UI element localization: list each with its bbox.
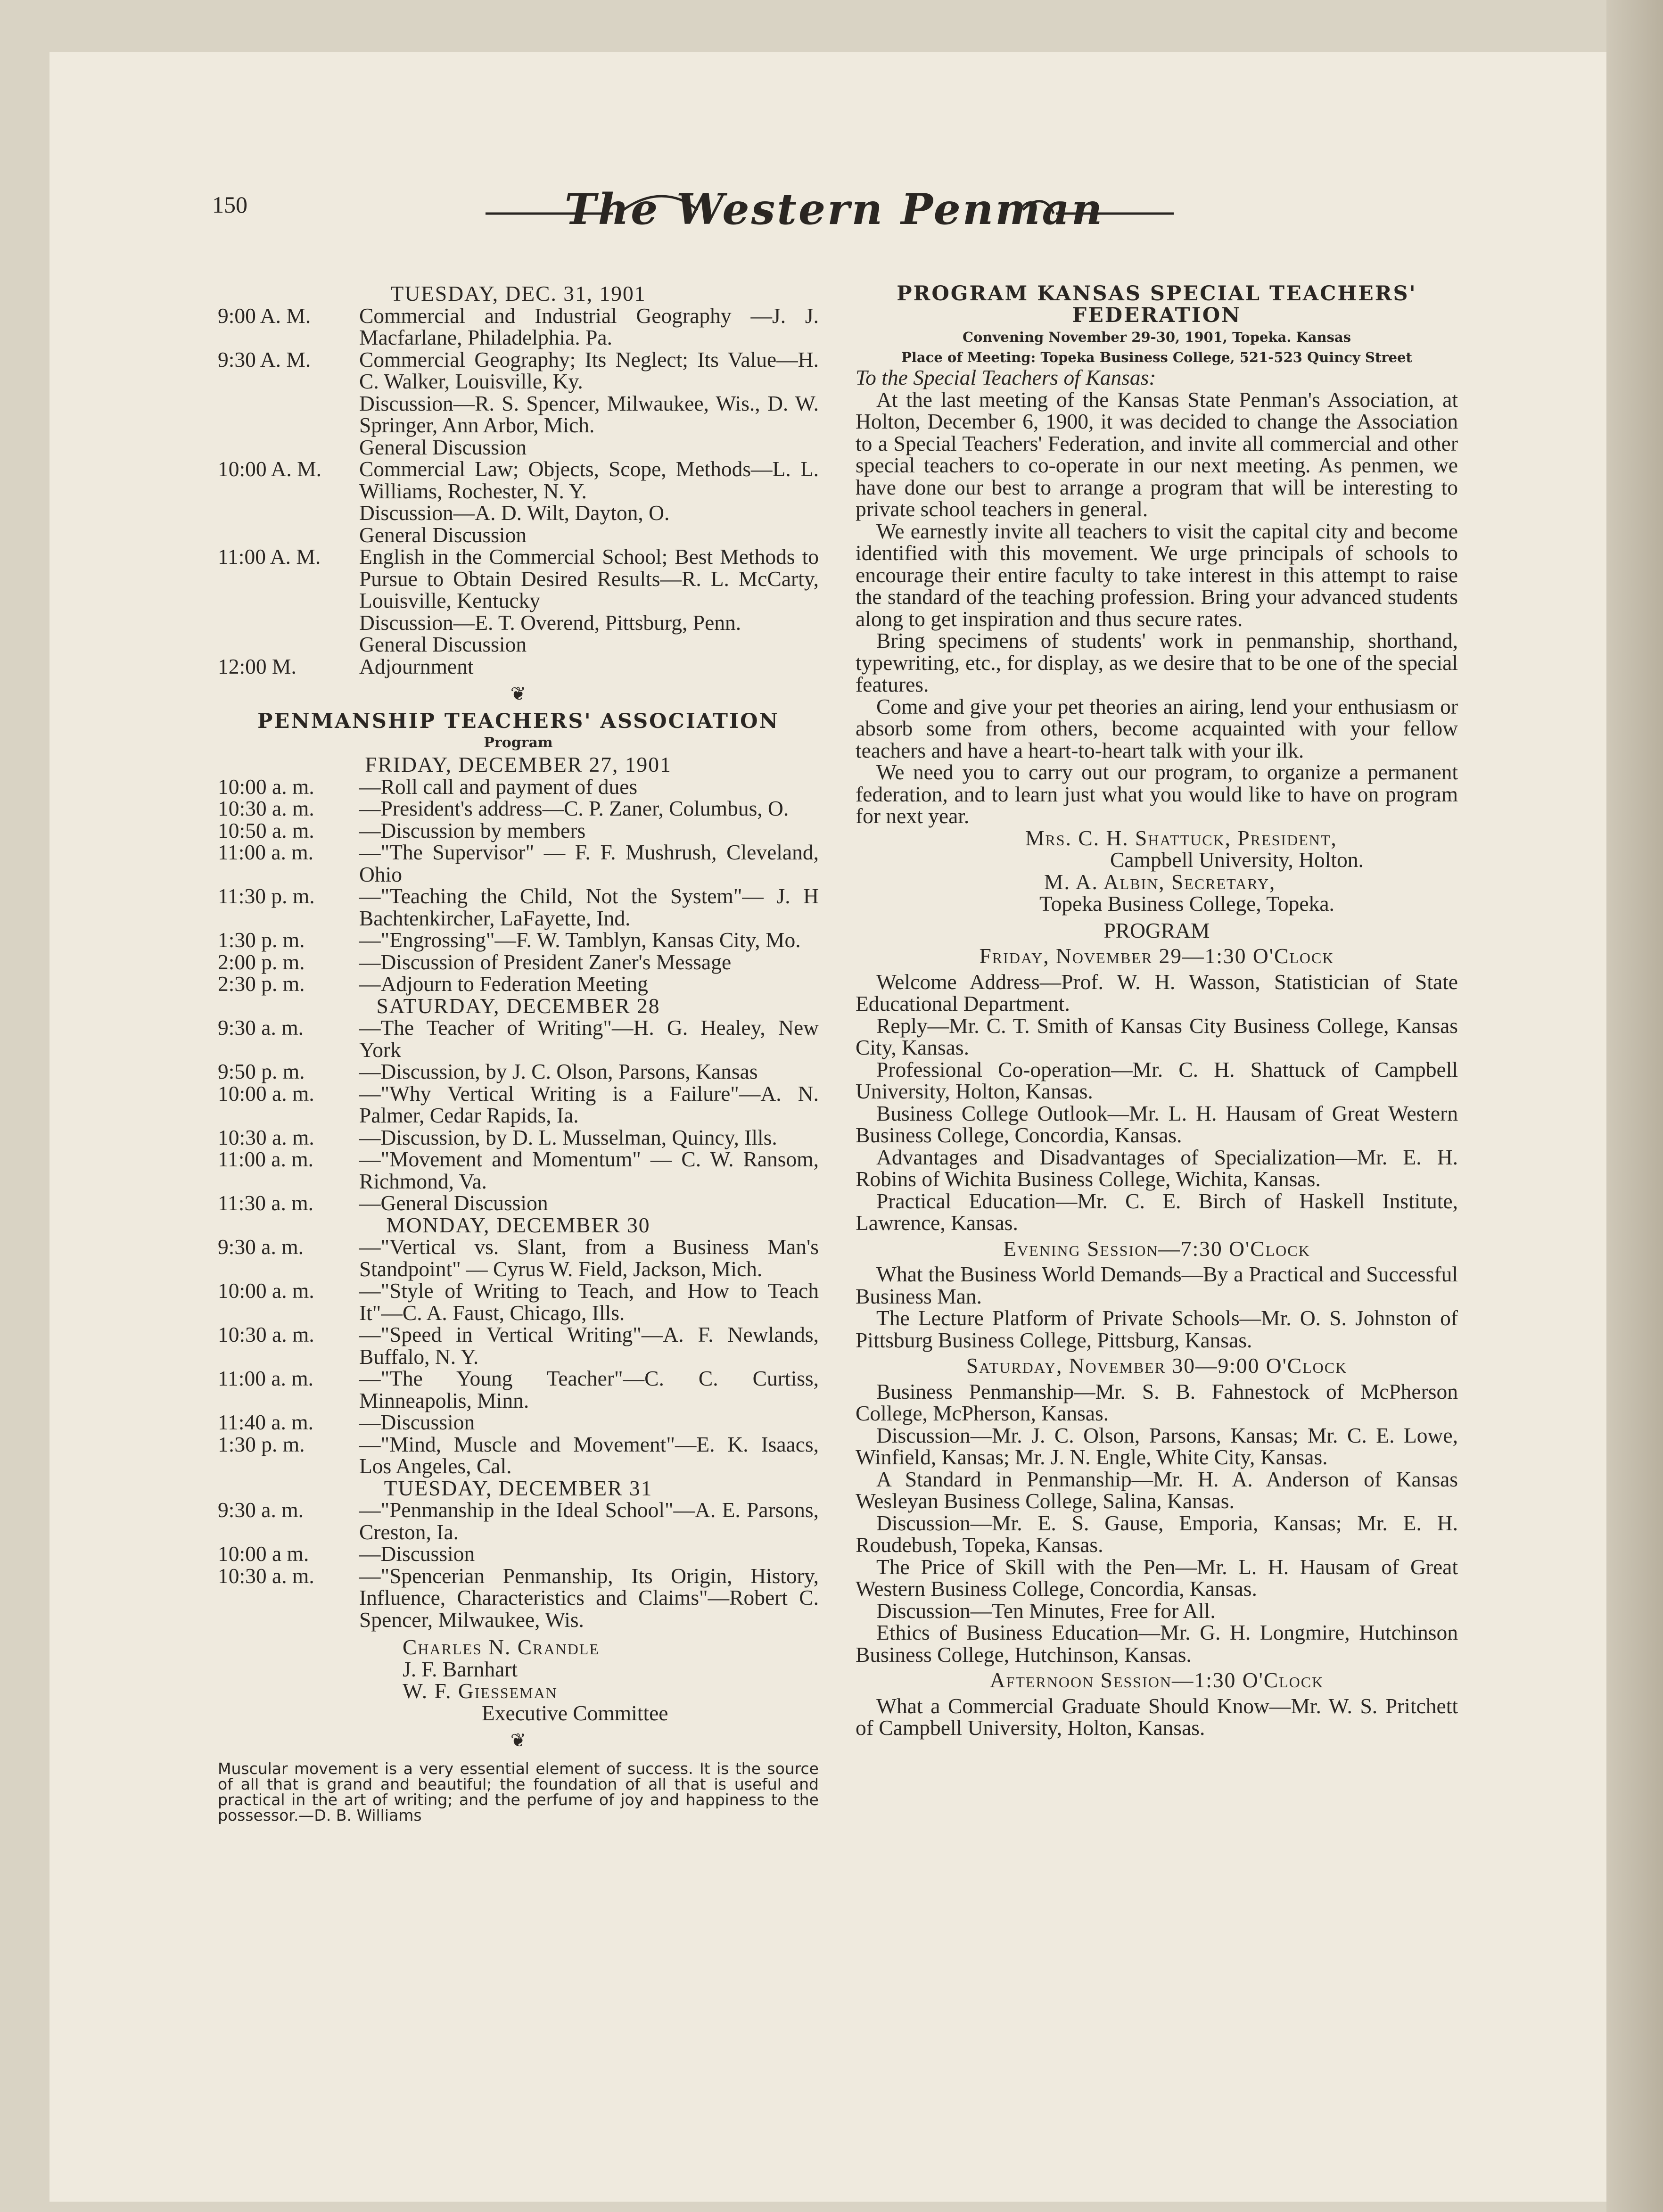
program-item [218, 1434, 819, 1477]
letter-body [856, 389, 1458, 827]
program-time: 11:30 p. m. [218, 884, 315, 908]
program-time: 10:30 a. m. [218, 1125, 314, 1149]
program-time: 9:00 A. M. [218, 303, 311, 328]
letter-paragraph: Bring specimens of students' work in penmanship, shorthand, typewriting, etc., for display, as we desire that to be one of the special features. [856, 628, 1458, 696]
program-text: English in the Commercial School; Best Methods to Pursue to Obtain Desired Results—R. L. McCarty, Louisville, Kentucky [359, 545, 819, 612]
signature-name: Mrs. C. H. Shattuck, President, [1025, 825, 1337, 850]
program-text: Adjournment [359, 654, 474, 678]
session-item: Professional Co-operation—Mr. C. H. Shattuck of Campbell University, Holton, Kansas. [856, 1057, 1458, 1103]
program-item [218, 437, 819, 459]
session-item: Discussion—Ten Minutes, Free for All. [876, 1598, 1216, 1623]
program-text: —"Mind, Muscle and Movement"—E. K. Isaacs, Los Angeles, Cal. [359, 1432, 819, 1478]
program-text: —Discussion of President Zaner's Message [359, 949, 732, 974]
program-item [218, 1411, 819, 1434]
program-time: 10:30 a. m. [218, 1563, 314, 1588]
program-text: Discussion—E. T. Overend, Pittsburg, Penn. [359, 610, 741, 635]
program-item [218, 1280, 819, 1324]
signature-org: Campbell University, Holton. [1110, 848, 1364, 872]
program-time: 1:30 p. m. [218, 1432, 305, 1456]
session-heading: Afternoon Session—1:30 O'Clock [989, 1668, 1324, 1692]
program-item [218, 820, 819, 842]
program-item [218, 1127, 819, 1149]
program-item [218, 458, 819, 502]
meeting-place: Place of Meeting: Topeka Business College, 521-523 Quincy Street [901, 349, 1412, 365]
program-list [218, 1017, 819, 1214]
program-list [218, 1499, 819, 1631]
program-item [218, 524, 819, 546]
program-time: 11:00 a. m. [218, 1366, 314, 1390]
program-item [218, 634, 819, 656]
program-item [218, 951, 819, 974]
committee-member: W. F. Giesseman [403, 1679, 558, 1703]
program-time: 10:30 a. m. [218, 796, 314, 820]
program-text: Discussion—A. D. Wilt, Dayton, O. [359, 501, 670, 525]
program-time [218, 524, 359, 546]
session-item: Discussion—Mr. J. C. Olson, Parsons, Kansas; Mr. C. E. Lowe, Winfield, Kansas; Mr. J. N. Engle, White City, Kansas. [856, 1423, 1458, 1469]
session-item: The Lecture Platform of Private Schools—Mr. O. S. Johnston of Pittsburg Business College, Pittsburg, Kansas. [856, 1306, 1458, 1352]
program-text: Commercial and Industrial Geography —J. J. Macfarlane, Philadelphia. Pa. [359, 303, 819, 349]
section-heading: TUESDAY, DECEMBER 31 [384, 1476, 653, 1500]
program-time: 10:00 a. m. [218, 774, 314, 799]
program-list [218, 305, 819, 678]
program-item [218, 1236, 819, 1280]
program-time: 9:30 a. m. [218, 1015, 304, 1040]
program-text: —The Teacher of Writing"—H. G. Healey, New York [359, 1015, 819, 1062]
program-text: —"Engrossing"—F. W. Tamblyn, Kansas City, Mo. [359, 928, 801, 952]
program-text: —"The Supervisor" — F. F. Mushrush, Cleveland, Ohio [359, 840, 819, 886]
program-text: —Discussion [359, 1542, 475, 1566]
program-text: Commercial Geography; Its Neglect; Its Value—H. C. Walker, Louisville, Ky. [359, 347, 819, 393]
session-heading: Saturday, November 30—9:00 O'Clock [966, 1354, 1348, 1378]
program-text: General Discussion [359, 632, 527, 656]
program-item [218, 1148, 819, 1192]
program-time: 10:00 a. m. [218, 1279, 314, 1303]
program-time: 12:00 M. [218, 654, 296, 678]
program-time: 10:00 a m. [218, 1542, 309, 1566]
program-time: 9:50 p. m. [218, 1059, 305, 1083]
program-item [218, 1061, 819, 1083]
session-item: What the Business World Demands—By a Practical and Successful Business Man. [856, 1262, 1458, 1308]
program-text: —Discussion, by J. C. Olson, Parsons, Kansas [359, 1059, 758, 1083]
session-heading: Friday, November 29—1:30 O'Clock [979, 944, 1334, 968]
program-text: —"Speed in Vertical Writing"—A. F. Newlands, Buffalo, N. Y. [359, 1322, 819, 1369]
program-time [218, 634, 359, 656]
svg-text:The Western Penman: The Western Penman [564, 184, 1104, 234]
committee-member: Charles N. Crandle [403, 1635, 600, 1659]
program-item [218, 929, 819, 951]
program-item [218, 502, 819, 524]
section-heading: FRIDAY, DECEMBER 27, 1901 [365, 752, 672, 776]
program-time: 10:00 a. m. [218, 1081, 314, 1106]
program-text: —"Style of Writing to Teach, and How to Teach It"—C. A. Faust, Chicago, Ills. [359, 1279, 819, 1325]
salutation: To the Special Teachers of Kansas: [856, 365, 1156, 389]
program-text: Commercial Law; Objects, Scope, Methods—L. L. Williams, Rochester, N. Y. [359, 457, 819, 503]
program-item [218, 546, 819, 612]
page-number: 150 [212, 191, 247, 218]
program-item [218, 1324, 819, 1368]
closing-quote: Muscular movement is a very essential element of success. It is the source of all that is grand and beautiful; the foundation of all that is useful and practical in the art of writing; and the perfume of joy and happiness to the possessor.—D. B. Williams [218, 1759, 819, 1824]
signature-org: Topeka Business College, Topeka. [1039, 891, 1334, 916]
session-item: The Price of Skill with the Pen—Mr. L. H. Hausam of Great Western Business College, Concordia, Kansas. [856, 1554, 1458, 1601]
association-subtitle: Program [484, 735, 553, 751]
program-heading: PROGRAM [1103, 918, 1210, 942]
program-text: —General Discussion [359, 1191, 548, 1215]
program-text: —President's address—C. P. Zaner, Columbus, O. [359, 796, 789, 820]
session-item: Reply—Mr. C. T. Smith of Kansas City Business College, Kansas City, Kansas. [856, 1013, 1458, 1059]
fleuron-icon: ❦ [510, 683, 527, 704]
session-item: Practical Education—Mr. C. E. Birch of Haskell Institute, Lawrence, Kansas. [856, 1189, 1458, 1235]
session-item: Advantages and Disadvantages of Specialization—Mr. E. H. Robins of Wichita Business College, Wichita, Kansas. [856, 1145, 1458, 1191]
program-text: —Discussion [359, 1410, 475, 1434]
program-item [218, 885, 819, 929]
session-item: Welcome Address—Prof. W. H. Wasson, Statistician of State Educational Department. [856, 969, 1458, 1015]
masthead-logo [476, 182, 1183, 243]
session-item: Business College Outlook—Mr. L. H. Hausam of Great Western Business College, Concordia, Kansas. [856, 1101, 1458, 1147]
federation-title: PROGRAM KANSAS SPECIAL TEACHERS' FEDERATION [897, 282, 1417, 327]
program-text: —Discussion by members [359, 818, 586, 842]
program-time: 11:30 a. m. [218, 1191, 314, 1215]
convening-line: Convening November 29-30, 1901, Topeka. Kansas [962, 329, 1351, 345]
program-time: 1:30 p. m. [218, 928, 305, 952]
right-column [856, 283, 1458, 1739]
letter-paragraph: We need you to carry out our program, to organize a permanent federation, and to learn just what you would like to have on program for next year. [856, 760, 1458, 828]
program-text: —"Penmanship in the Ideal School"—A. E. Parsons, Creston, Ia. [359, 1498, 819, 1544]
program-list [218, 776, 819, 995]
left-column [218, 283, 819, 1823]
program-item [218, 1083, 819, 1127]
section-heading: MONDAY, DECEMBER 30 [386, 1213, 650, 1237]
committee-member: J. F. Barnhart [403, 1657, 518, 1681]
program-time: 9:30 a. m. [218, 1498, 304, 1522]
section-heading: TUESDAY, DEC. 31, 1901 [390, 281, 646, 305]
session-list [856, 945, 1458, 1739]
signature-name: M. A. Albin, Secretary, [1044, 869, 1276, 894]
program-time: 9:30 a. m. [218, 1235, 304, 1259]
committee-title: Executive Committee [482, 1700, 668, 1725]
program-item [218, 1368, 819, 1411]
program-time: 11:40 a. m. [218, 1410, 314, 1434]
program-time: 9:30 A. M. [218, 347, 311, 371]
letter-paragraph: We earnestly invite all teachers to visit the capital city and become identified with this movement. We urge principals of schools to encourage their entire faculty to take interest in this attempt to raise the standard of the teaching profession. Bring your advanced students along to get inspiration and thus secure rates. [856, 519, 1458, 631]
page-edge [1606, 0, 1663, 2212]
fleuron-icon: ❦ [510, 1730, 527, 1751]
session-item: What a Commercial Graduate Should Know—Mr. W. S. Pritchett of Campbell University, Holton, Kansas. [856, 1693, 1458, 1740]
program-time [218, 393, 359, 437]
program-item [218, 1543, 819, 1565]
program-time: 10:00 A. M. [218, 457, 321, 481]
program-text: —Adjourn to Federation Meeting [359, 972, 648, 996]
program-item [218, 973, 819, 995]
program-time: 11:00 a. m. [218, 840, 314, 864]
program-text: —"Why Vertical Writing is a Failure"—A. N. Palmer, Cedar Rapids, Ia. [359, 1081, 819, 1127]
program-item [218, 798, 819, 820]
program-item [218, 1017, 819, 1061]
session-item: Business Penmanship—Mr. S. B. Fahnestock of McPherson College, McPherson, Kansas. [856, 1379, 1458, 1425]
program-time: 10:30 a. m. [218, 1322, 314, 1346]
program-time [218, 612, 359, 634]
program-item [218, 842, 819, 885]
session-item: A Standard in Penmanship—Mr. H. A. Anderson of Kansas Wesleyan Business College, Salina, Kansas. [856, 1467, 1458, 1513]
program-text: Discussion—R. S. Spencer, Milwaukee, Wis., D. W. Springer, Ann Arbor, Mich. [359, 391, 819, 437]
section-heading: SATURDAY, DECEMBER 28 [376, 993, 660, 1018]
letter-paragraph: At the last meeting of the Kansas State Penman's Association, at Holton, December 6, 1900, it was decided to change the Association to a Special Teachers' Federation, and invite all commercial and other special teachers to co-operate in our next meeting. As penmen, we have done our best to arrange a program that will be interesting to private school teachers in general. [856, 387, 1458, 521]
program-time [218, 502, 359, 524]
session-item: Discussion—Mr. E. S. Gause, Emporia, Kansas; Mr. E. H. Roudebush, Topeka, Kansas. [856, 1510, 1458, 1557]
program-item [218, 393, 819, 437]
letter-paragraph: Come and give your pet theories an airing, lend your enthusiasm or absorb some from others, become acquainted with your fellow teachers and have a heart-to-heart talk with your ilk. [856, 694, 1458, 762]
program-text: —Discussion, by D. L. Musselman, Quincy, Ills. [359, 1125, 777, 1149]
program-time: 2:30 p. m. [218, 972, 305, 996]
program-text: —"The Young Teacher"—C. C. Curtiss, Minneapolis, Minn. [359, 1366, 819, 1412]
program-time: 11:00 A. M. [218, 545, 321, 569]
program-text: —"Movement and Momentum" — C. W. Ransom, Richmond, Va. [359, 1147, 819, 1193]
program-time: 2:00 p. m. [218, 949, 305, 974]
program-time: 10:50 a. m. [218, 818, 314, 842]
association-title: PENMANSHIP TEACHERS' ASSOCIATION [257, 710, 779, 733]
program-item [218, 305, 819, 349]
program-item [218, 656, 819, 678]
program-text: —"Teaching the Child, Not the System"— J. H Bachtenkircher, LaFayette, Ind. [359, 884, 819, 930]
program-item [218, 612, 819, 634]
program-item [218, 349, 819, 393]
program-item [218, 776, 819, 798]
session-heading: Evening Session—7:30 O'Clock [1003, 1236, 1310, 1261]
program-text: —Roll call and payment of dues [359, 774, 638, 799]
program-time: 11:00 a. m. [218, 1147, 314, 1171]
program-item [218, 1192, 819, 1214]
program-text: General Discussion [359, 522, 527, 547]
session-item: Ethics of Business Education—Mr. G. H. Longmire, Hutchinson Business College, Hutchinson, Kansas. [856, 1620, 1458, 1667]
program-text: —"Spencerian Penmanship, Its Origin, History, Influence, Characteristics and Claims"—Robert C. Spencer, Milwaukee, Wis. [359, 1563, 819, 1632]
program-text: General Discussion [359, 435, 527, 459]
program-item [218, 1499, 819, 1543]
program-list [218, 1236, 819, 1477]
program-item [218, 1565, 819, 1631]
program-time [218, 437, 359, 459]
program-text: —"Vertical vs. Slant, from a Business Man's Standpoint" — Cyrus W. Field, Jackson, Mich. [359, 1235, 819, 1281]
